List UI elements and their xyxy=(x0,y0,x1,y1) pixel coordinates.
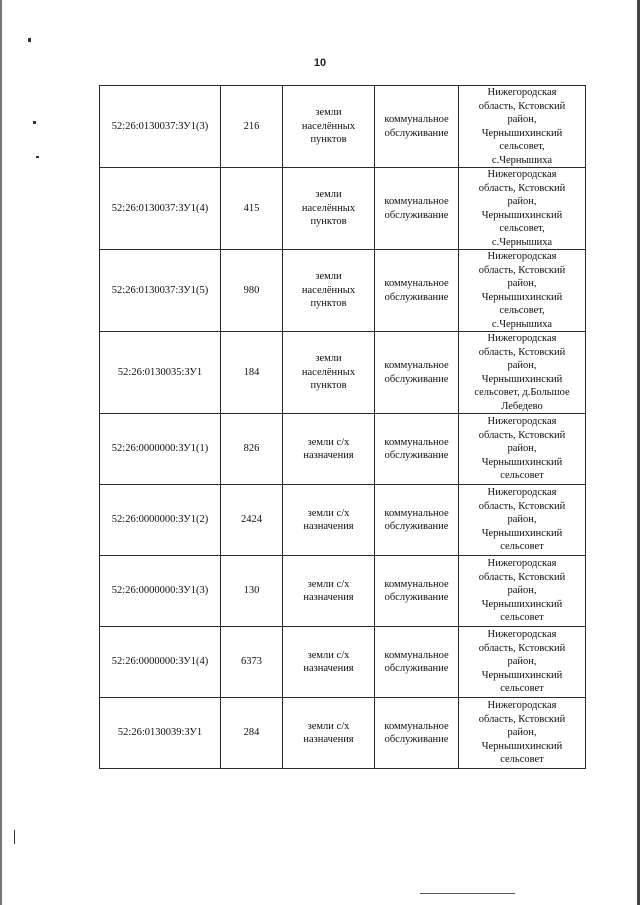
area-value: 216 xyxy=(221,86,283,168)
area-value: 2424 xyxy=(221,485,283,556)
permitted-use: коммунальное обслуживание xyxy=(375,332,459,414)
location-address: Нижегородская область, Кстовский район, Чернышихинский сельсовет, д.Большое Лебедево xyxy=(459,332,586,414)
permitted-use: коммунальное обслуживание xyxy=(375,627,459,698)
location-address: Нижегородская область, Кстовский район, Чернышихинский сельсовет, с.Чернышиха xyxy=(459,168,586,250)
cadastral-number: 52:26:0130035:ЗУ1 xyxy=(100,332,221,414)
land-category: земли населённых пунктов xyxy=(283,168,375,250)
location-address: Нижегородская область, Кстовский район, Чернышихинский сельсовет xyxy=(459,556,586,627)
land-category: земли населённых пунктов xyxy=(283,332,375,414)
cadastral-number: 52:26:0000000:ЗУ1(1) xyxy=(100,414,221,485)
land-category: земли с/х назначения xyxy=(283,414,375,485)
cadastral-number: 52:26:0130039:ЗУ1 xyxy=(100,698,221,769)
page-number: 10 xyxy=(313,57,327,69)
land-category: земли населённых пунктов xyxy=(283,86,375,168)
location-address: Нижегородская область, Кстовский район, Чернышихинский сельсовет xyxy=(459,485,586,556)
table-row xyxy=(100,250,586,332)
permitted-use: коммунальное обслуживание xyxy=(375,556,459,627)
cadastral-number: 52:26:0000000:ЗУ1(3) xyxy=(100,556,221,627)
table-row xyxy=(100,698,586,769)
permitted-use: коммунальное обслуживание xyxy=(375,698,459,769)
area-value: 826 xyxy=(221,414,283,485)
land-category: земли с/х назначения xyxy=(283,556,375,627)
area-value: 6373 xyxy=(221,627,283,698)
land-category: земли с/х назначения xyxy=(283,627,375,698)
permitted-use: коммунальное обслуживание xyxy=(375,485,459,556)
scan-speck xyxy=(28,38,31,42)
land-category: земли с/х назначения xyxy=(283,698,375,769)
table-row xyxy=(100,485,586,556)
table-row xyxy=(100,168,586,250)
location-address: Нижегородская область, Кстовский район, Чернышихинский сельсовет, с.Чернышиха xyxy=(459,250,586,332)
area-value: 130 xyxy=(221,556,283,627)
cadastral-number: 52:26:0130037:ЗУ1(3) xyxy=(100,86,221,168)
table-row xyxy=(100,414,586,485)
table-row xyxy=(100,86,586,168)
cadastral-number: 52:26:0000000:ЗУ1(2) xyxy=(100,485,221,556)
permitted-use: коммунальное обслуживание xyxy=(375,250,459,332)
scan-speck xyxy=(33,121,36,124)
location-address: Нижегородская область, Кстовский район, Чернышихинский сельсовет xyxy=(459,627,586,698)
location-address: Нижегородская область, Кстовский район, Чернышихинский сельсовет xyxy=(459,698,586,769)
area-value: 980 xyxy=(221,250,283,332)
cadastral-number: 52:26:0130037:ЗУ1(4) xyxy=(100,168,221,250)
location-address: Нижегородская область, Кстовский район, Чернышихинский сельсовет xyxy=(459,414,586,485)
permitted-use: коммунальное обслуживание xyxy=(375,86,459,168)
cadastral-number: 52:26:0000000:ЗУ1(4) xyxy=(100,627,221,698)
area-value: 184 xyxy=(221,332,283,414)
table-row xyxy=(100,556,586,627)
area-value: 415 xyxy=(221,168,283,250)
table-row xyxy=(100,627,586,698)
scan-speck xyxy=(36,156,39,158)
permitted-use: коммунальное обслуживание xyxy=(375,168,459,250)
land-plots-table xyxy=(99,85,586,769)
land-category: земли населённых пунктов xyxy=(283,250,375,332)
location-address: Нижегородская область, Кстовский район, Чернышихинский сельсовет, с.Чернышиха xyxy=(459,86,586,168)
scan-edge-left xyxy=(0,0,2,905)
cadastral-number: 52:26:0130037:ЗУ1(5) xyxy=(100,250,221,332)
scan-line xyxy=(420,893,515,894)
table-row xyxy=(100,332,586,414)
permitted-use: коммунальное обслуживание xyxy=(375,414,459,485)
land-category: земли с/х назначения xyxy=(283,485,375,556)
scan-speck xyxy=(14,830,15,844)
area-value: 284 xyxy=(221,698,283,769)
